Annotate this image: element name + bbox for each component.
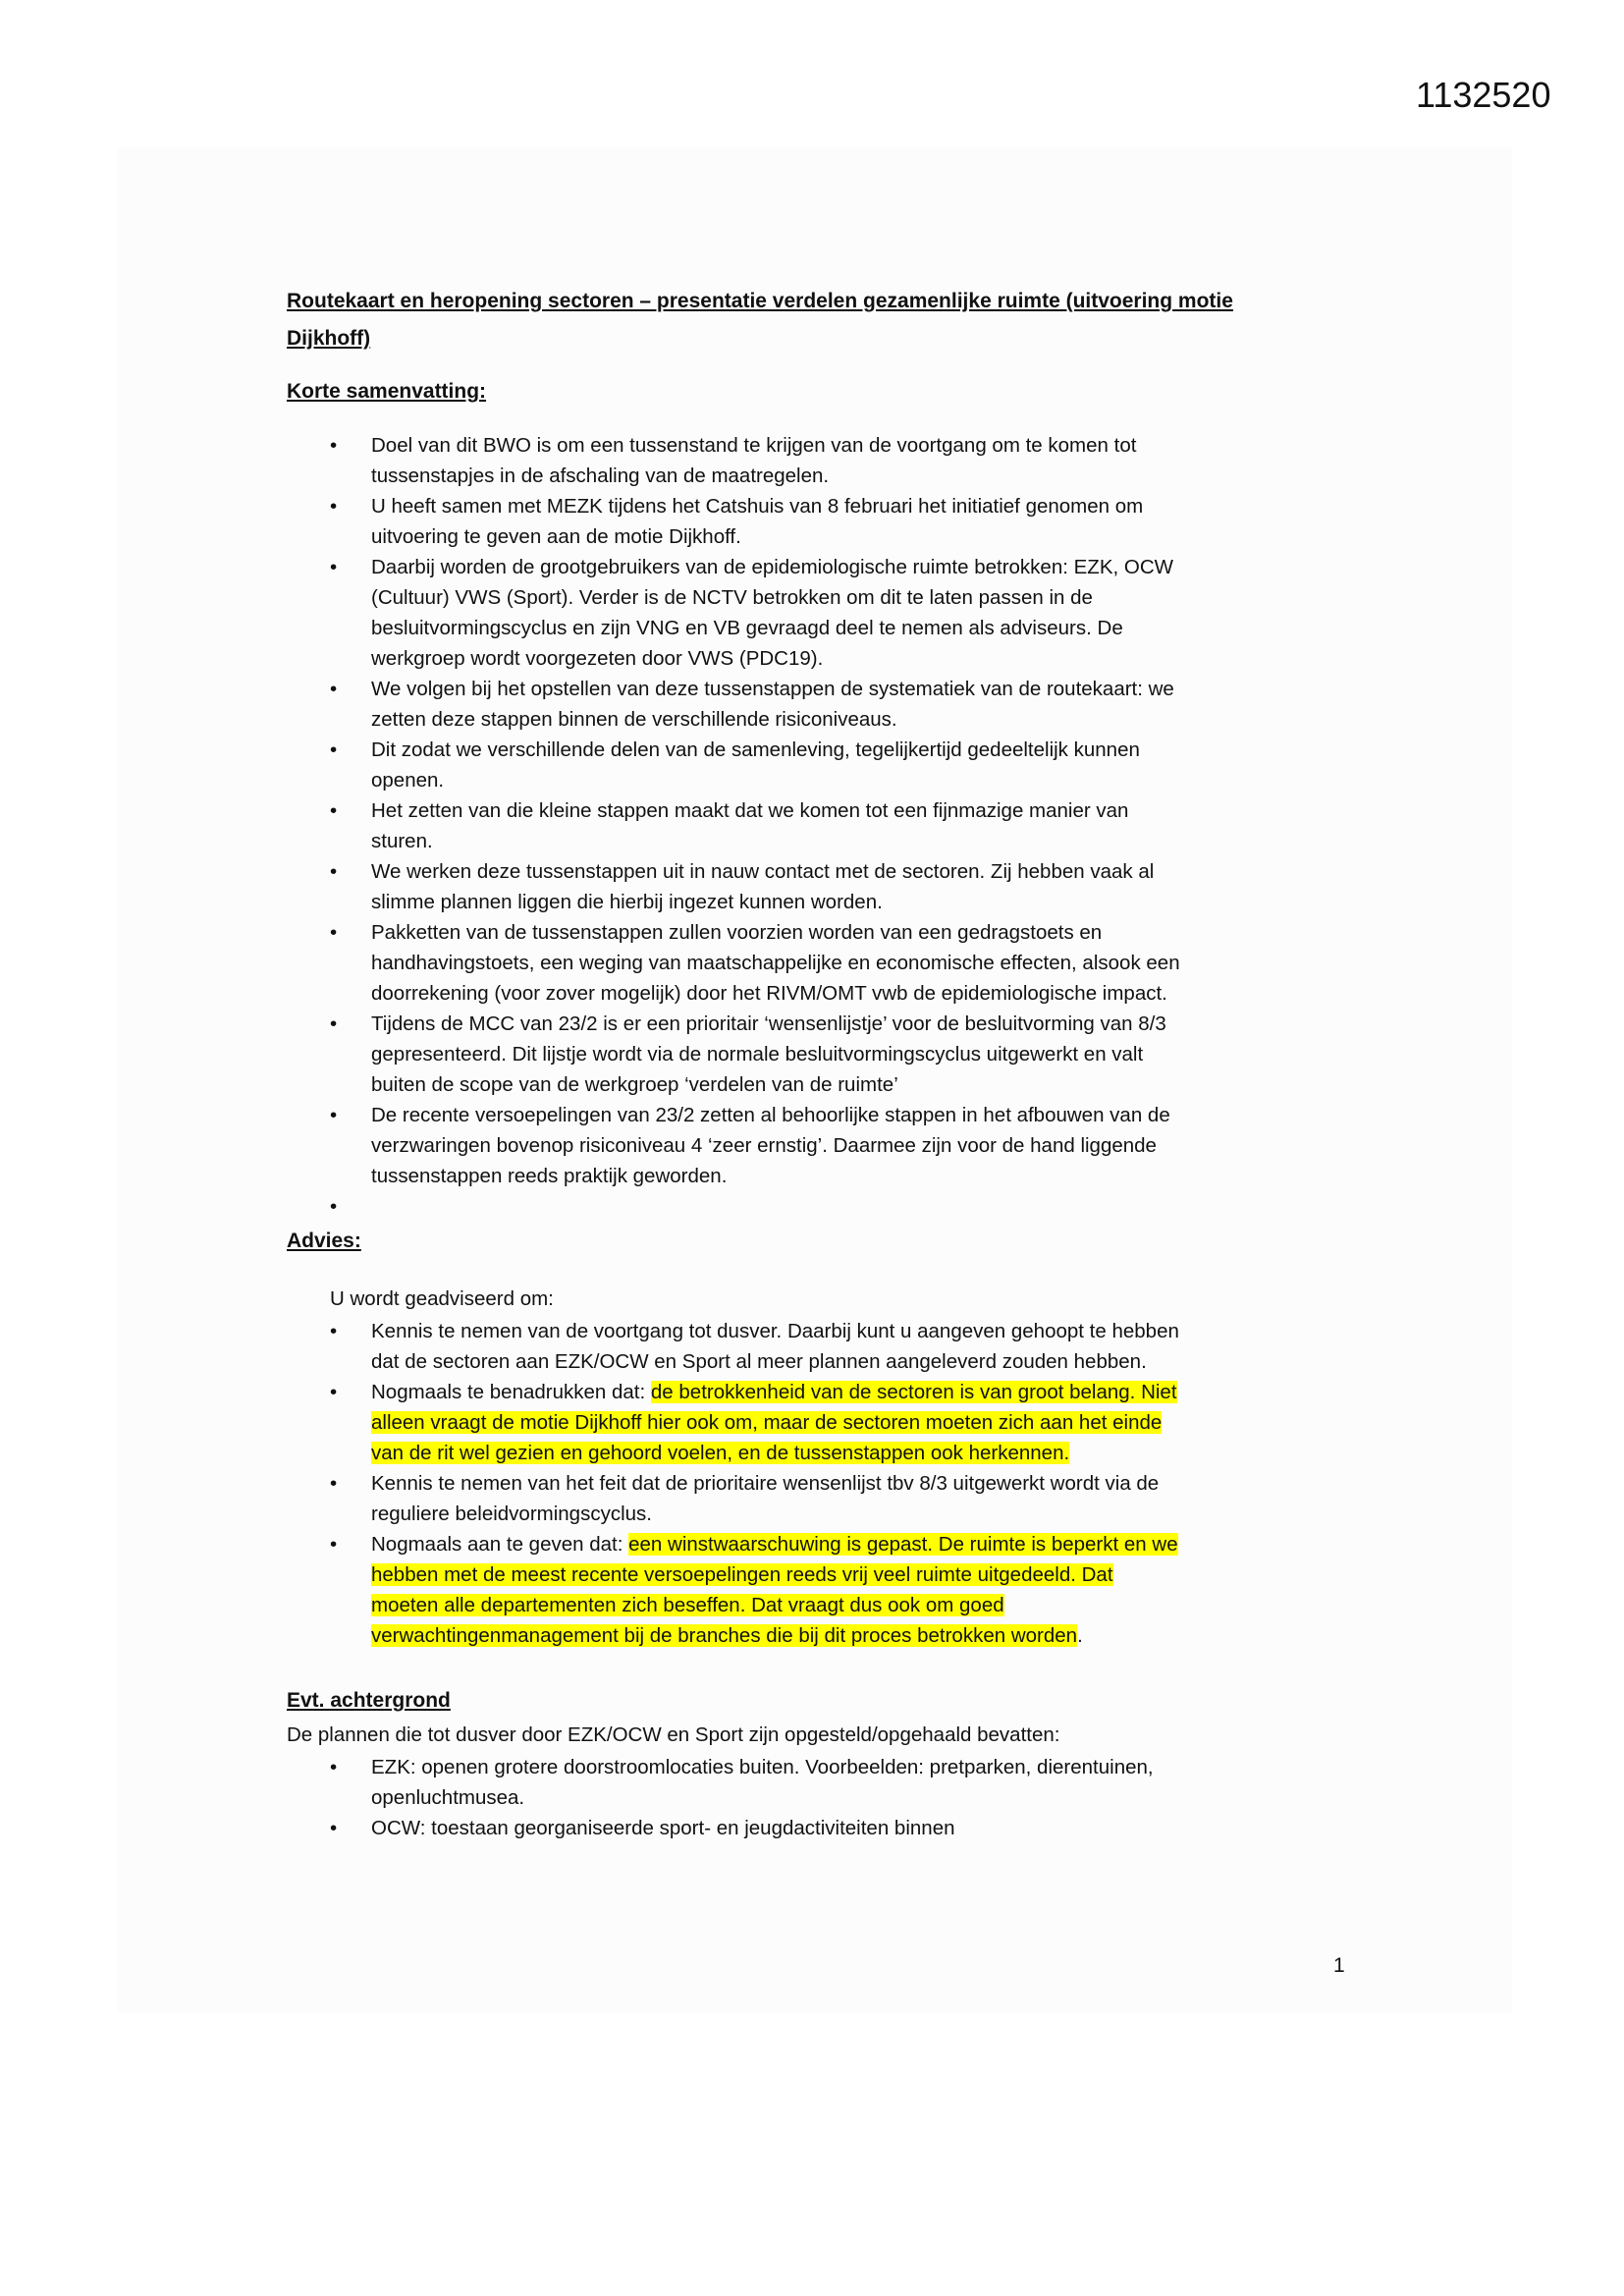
text-segment: Het zetten van die kleine stappen maakt dat we komen tot een fijnmazige manier van bbox=[371, 799, 1129, 822]
bullet-icon: • bbox=[330, 1533, 338, 1556]
text-line bbox=[371, 1529, 1357, 1559]
text-segment: uitvoering te geven aan de motie Dijkhoff. bbox=[371, 525, 741, 548]
text-line bbox=[371, 1039, 1357, 1069]
text-segment: Kennis te nemen van de voortgang tot dusver. Daarbij kunt u aangeven gehoopt te hebben bbox=[371, 1320, 1179, 1342]
text-segment: openen. bbox=[371, 769, 445, 792]
text-line bbox=[371, 1130, 1357, 1161]
background-bullet-list bbox=[287, 1752, 1357, 1843]
text-line bbox=[371, 1069, 1357, 1100]
text-line bbox=[371, 1559, 1357, 1590]
text-segment: De recente versoepelingen van 23/2 zetten al behoorlijke stappen in het afbouwen van de bbox=[371, 1104, 1170, 1126]
text-line bbox=[371, 917, 1357, 948]
text-segment: tussenstappen reeds praktijk geworden. bbox=[371, 1165, 728, 1187]
text-segment: tussenstapjes in de afschaling van de maatregelen. bbox=[371, 465, 830, 487]
text-line bbox=[371, 1468, 1357, 1499]
highlighted-text: van de rit wel gezien en gehoord voelen, en de tussenstappen ook herkennen. bbox=[371, 1442, 1070, 1464]
bullet-icon: • bbox=[330, 1012, 338, 1035]
text-segment: verzwaringen bovenop risiconiveau 4 ‘zeer ernstig’. Daarmee zijn voor de hand liggende bbox=[371, 1134, 1157, 1157]
text-segment: EZK: openen grotere doorstroomlocaties buiten. Voorbeelden: pretparken, dierentuinen, bbox=[371, 1756, 1154, 1778]
text-segment: dat de sectoren aan EZK/OCW en Sport al meer plannen aangeleverd zouden hebben. bbox=[371, 1350, 1147, 1373]
bullet-item bbox=[287, 1009, 1357, 1100]
highlighted-text: hebben met de meest recente versoepelingen reeds vrij veel ruimte uitgedeeld. Dat bbox=[371, 1563, 1113, 1586]
text-segment: Daarbij worden de grootgebruikers van de epidemiologische ruimte betrokken: EZK, OCW bbox=[371, 556, 1173, 578]
text-line bbox=[371, 887, 1357, 917]
text-line bbox=[371, 1100, 1357, 1130]
bullet-icon: • bbox=[330, 434, 338, 457]
bullet-icon: • bbox=[330, 921, 338, 944]
advice-intro: U wordt geadviseerd om: bbox=[330, 1287, 554, 1310]
bullet-item bbox=[287, 552, 1357, 674]
text-segment: sturen. bbox=[371, 830, 433, 852]
text-segment: handhavingstoets, een weging van maatschappelijke en economische effecten, alsook een bbox=[371, 952, 1180, 974]
bullet-icon: • bbox=[330, 1381, 338, 1403]
summary-bullet-list bbox=[287, 430, 1357, 1222]
bullet-item bbox=[287, 917, 1357, 1009]
highlighted-text: alleen vraagt de motie Dijkhoff hier ook om, maar de sectoren moeten zich aan het einde bbox=[371, 1411, 1163, 1434]
text-line bbox=[371, 1161, 1357, 1191]
text-line bbox=[371, 1620, 1357, 1651]
text-line bbox=[371, 582, 1357, 613]
text-segment: We werken deze tussenstappen uit in nauw contact met de sectoren. Zij hebben vaak al bbox=[371, 860, 1155, 883]
text-segment: doorrekening (voor zover mogelijk) door het RIVM/OMT vwb de epidemiologische impact. bbox=[371, 982, 1167, 1005]
text-line bbox=[371, 1438, 1357, 1468]
title-line: Routekaart en heropening sectoren – presentatie verdelen gezamenlijke ruimte (uitvoering motie bbox=[287, 290, 1233, 312]
text-line bbox=[371, 856, 1357, 887]
text-line bbox=[371, 1191, 1357, 1222]
text-line bbox=[371, 795, 1357, 826]
text-line bbox=[371, 1316, 1357, 1346]
bullet-item bbox=[287, 1191, 1357, 1222]
text-line bbox=[371, 1377, 1357, 1407]
summary-heading: Korte samenvatting: bbox=[287, 380, 487, 403]
text-line bbox=[371, 1813, 1357, 1843]
bullet-icon: • bbox=[330, 860, 338, 883]
bullet-item bbox=[287, 1529, 1357, 1651]
bullet-icon: • bbox=[330, 799, 338, 822]
bullet-icon: • bbox=[330, 556, 338, 578]
text-line bbox=[371, 1752, 1357, 1782]
document-number: 1132520 bbox=[1416, 75, 1551, 115]
highlighted-text: verwachtingenmanagement bij de branches die bij dit proces betrokken worden bbox=[371, 1624, 1078, 1647]
text-segment: Tijdens de MCC van 23/2 is er een prioritair ‘wensenlijstje’ voor de besluitvorming van 8/3 bbox=[371, 1012, 1166, 1035]
text-segment: . bbox=[1077, 1624, 1083, 1647]
bullet-item bbox=[287, 1752, 1357, 1813]
text-line bbox=[371, 613, 1357, 643]
text-line bbox=[371, 765, 1357, 795]
bullet-item bbox=[287, 1100, 1357, 1191]
text-segment: Kennis te nemen van het feit dat de prioritaire wensenlijst tbv 8/3 uitgewerkt wordt via de bbox=[371, 1472, 1160, 1495]
advice-heading: Advies: bbox=[287, 1230, 361, 1252]
background-intro: De plannen die tot dusver door EZK/OCW en Sport zijn opgesteld/opgehaald bevatten: bbox=[287, 1723, 1060, 1746]
text-segment: zetten deze stappen binnen de verschillende risiconiveaus. bbox=[371, 708, 897, 731]
text-line bbox=[371, 521, 1357, 552]
bullet-item bbox=[287, 1468, 1357, 1529]
bullet-item bbox=[287, 1316, 1357, 1377]
text-line bbox=[371, 978, 1357, 1009]
text-segment: openluchtmusea. bbox=[371, 1786, 525, 1809]
bullet-icon: • bbox=[330, 1104, 338, 1126]
text-line bbox=[371, 461, 1357, 491]
highlighted-text: moeten alle departementen zich beseffen. Dat vraagt dus ook om goed bbox=[371, 1594, 1004, 1616]
bullet-item bbox=[287, 1813, 1357, 1843]
text-line bbox=[371, 1009, 1357, 1039]
text-line bbox=[371, 704, 1357, 735]
bullet-item bbox=[287, 674, 1357, 735]
background-heading: Evt. achtergrond bbox=[287, 1689, 451, 1712]
document-body bbox=[287, 283, 1357, 1843]
bullet-icon: • bbox=[330, 1195, 338, 1218]
text-line bbox=[371, 643, 1357, 674]
text-segment: U heeft samen met MEZK tijdens het Catshuis van 8 februari het initiatief genomen om bbox=[371, 495, 1144, 518]
text-segment: Nogmaals te benadrukken dat: bbox=[371, 1381, 651, 1403]
document-title bbox=[287, 283, 1357, 357]
bullet-icon: • bbox=[330, 678, 338, 700]
text-segment: reguliere beleidvormingscyclus. bbox=[371, 1503, 652, 1525]
bullet-item bbox=[287, 491, 1357, 552]
bullet-item bbox=[287, 1377, 1357, 1468]
text-segment: besluitvormingscyclus en zijn VNG en VB gevraagd deel te nemen als adviseurs. De bbox=[371, 617, 1123, 639]
bullet-icon: • bbox=[330, 1472, 338, 1495]
text-line bbox=[371, 1407, 1357, 1438]
bullet-icon: • bbox=[330, 1756, 338, 1778]
text-line bbox=[371, 1499, 1357, 1529]
text-segment: buiten de scope van de werkgroep ‘verdelen van de ruimte’ bbox=[371, 1073, 898, 1096]
text-segment: slimme plannen liggen die hierbij ingezet kunnen worden. bbox=[371, 891, 883, 913]
bullet-item bbox=[287, 735, 1357, 795]
text-line bbox=[371, 826, 1357, 856]
text-line bbox=[371, 491, 1357, 521]
text-segment: werkgroep wordt voorgezeten door VWS (PDC19). bbox=[371, 647, 824, 670]
text-line bbox=[371, 674, 1357, 704]
bullet-item bbox=[287, 795, 1357, 856]
text-segment: Dit zodat we verschillende delen van de samenleving, tegelijkertijd gedeeltelijk kunnen bbox=[371, 738, 1140, 761]
advice-bullet-list bbox=[287, 1316, 1357, 1651]
text-segment: gepresenteerd. Dit lijstje wordt via de normale besluitvormingscyclus uitgewerkt en valt bbox=[371, 1043, 1144, 1066]
text-line bbox=[371, 1590, 1357, 1620]
bullet-icon: • bbox=[330, 495, 338, 518]
highlighted-text: een winstwaarschuwing is gepast. De ruimte is beperkt en we bbox=[628, 1533, 1178, 1556]
text-segment: Nogmaals aan te geven dat: bbox=[371, 1533, 629, 1556]
text-line bbox=[371, 1346, 1357, 1377]
highlighted-text: de betrokkenheid van de sectoren is van groot belang. Niet bbox=[650, 1381, 1177, 1403]
bullet-item bbox=[287, 856, 1357, 917]
text-segment: (Cultuur) VWS (Sport). Verder is de NCTV betrokken om dit te laten passen in de bbox=[371, 586, 1093, 609]
text-line bbox=[371, 1782, 1357, 1813]
text-line bbox=[371, 735, 1357, 765]
bullet-item bbox=[287, 430, 1357, 491]
bullet-icon: • bbox=[330, 1320, 338, 1342]
bullet-icon: • bbox=[330, 1817, 338, 1839]
text-segment: We volgen bij het opstellen van deze tussenstappen de systematiek van de routekaart: we bbox=[371, 678, 1174, 700]
bullet-icon: • bbox=[330, 738, 338, 761]
page-number: 1 bbox=[1333, 1954, 1345, 1977]
text-segment: Pakketten van de tussenstappen zullen voorzien worden van een gedragstoets en bbox=[371, 921, 1103, 944]
text-line bbox=[371, 430, 1357, 461]
text-line bbox=[371, 948, 1357, 978]
text-segment: OCW: toestaan georganiseerde sport- en jeugdactiviteiten binnen bbox=[371, 1817, 955, 1839]
text-line bbox=[371, 552, 1357, 582]
title-line: Dijkhoff) bbox=[287, 327, 371, 350]
text-segment: Doel van dit BWO is om een tussenstand te krijgen van de voortgang om te komen tot bbox=[371, 434, 1137, 457]
